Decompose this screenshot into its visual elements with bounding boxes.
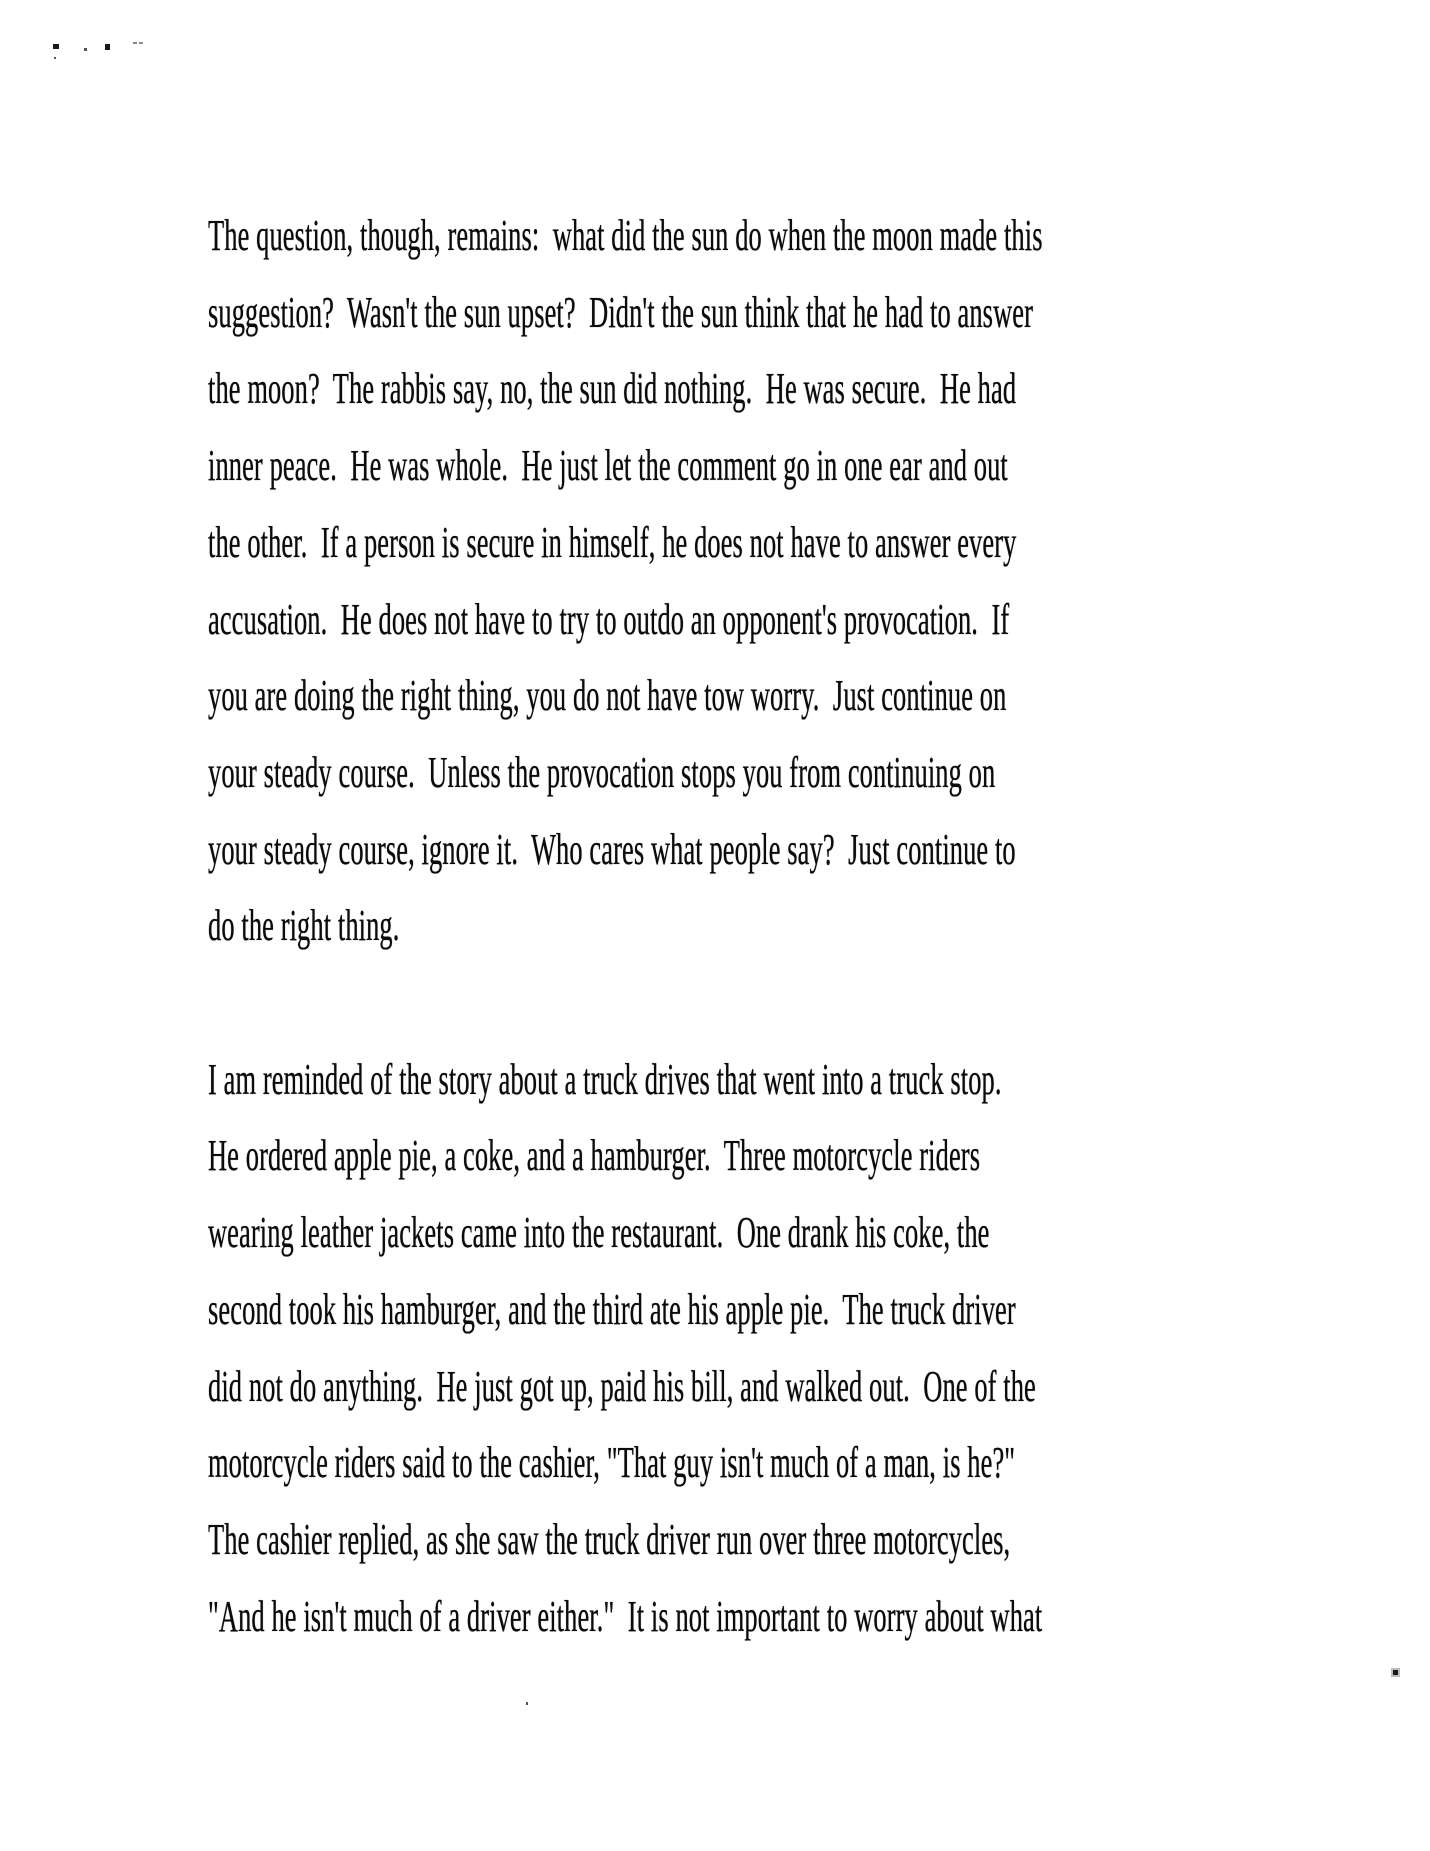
text-line: your steady course, ignore it. Who cares what people say? Just continue to <box>208 824 1016 874</box>
text-line: wearing leather jackets came into the restaurant. One drank his coke, the <box>208 1208 990 1258</box>
text-line: "And he isn't much of a driver either." It is not important to worry about what <box>208 1591 1043 1641</box>
text-line: The question, though, remains: what did the sun do when the moon made this <box>208 211 1043 260</box>
scan-speck <box>139 42 143 44</box>
text-line: second took his hamburger, and the third ate his apple pie. The truck driver <box>208 1284 1016 1334</box>
scan-speck <box>54 57 56 59</box>
text-line: the other. If a person is secure in himself, he does not have to answer every <box>208 517 1017 567</box>
scan-speck <box>105 44 110 50</box>
scan-speck <box>84 48 87 51</box>
text-line: inner peace. He was whole. He just let the comment go in one ear and out <box>208 441 1008 491</box>
text-line: motorcycle riders said to the cashier, "That guy isn't much of a man, is he?" <box>208 1438 1016 1488</box>
scan-speck <box>526 1702 528 1705</box>
text-line: I am reminded of the story about a truck drives that went into a truck stop. <box>208 1054 1002 1104</box>
text-line: do the right thing. <box>208 901 400 951</box>
paragraph-1 <box>208 198 1216 965</box>
text-line: The cashier replied, as she saw the truck driver run over three motorcycles, <box>208 1514 1011 1564</box>
text-line: suggestion? Wasn't the sun upset? Didn't the sun think that he had to answer <box>208 287 1034 337</box>
text-line: your steady course. Unless the provocation stops you from continuing on <box>208 747 996 797</box>
text-line: the moon? The rabbis say, no, the sun did nothing. He was secure. He had <box>208 364 1017 414</box>
page-text <box>208 198 1216 1655</box>
scan-speck <box>133 42 137 44</box>
scan-speck <box>53 44 59 49</box>
text-line: accusation. He does not have to try to outdo an opponent's provocation. If <box>208 594 1010 644</box>
scan-speck <box>1393 1670 1398 1675</box>
text-line: He ordered apple pie, a coke, and a hamburger. Three motorcycle riders <box>208 1131 981 1181</box>
paragraph-2 <box>208 1042 1216 1656</box>
text-line: did not do anything. He just got up, paid his bill, and walked out. One of the <box>208 1361 1036 1411</box>
text-line: you are doing the right thing, you do not have tow worry. Just continue on <box>208 671 1007 721</box>
